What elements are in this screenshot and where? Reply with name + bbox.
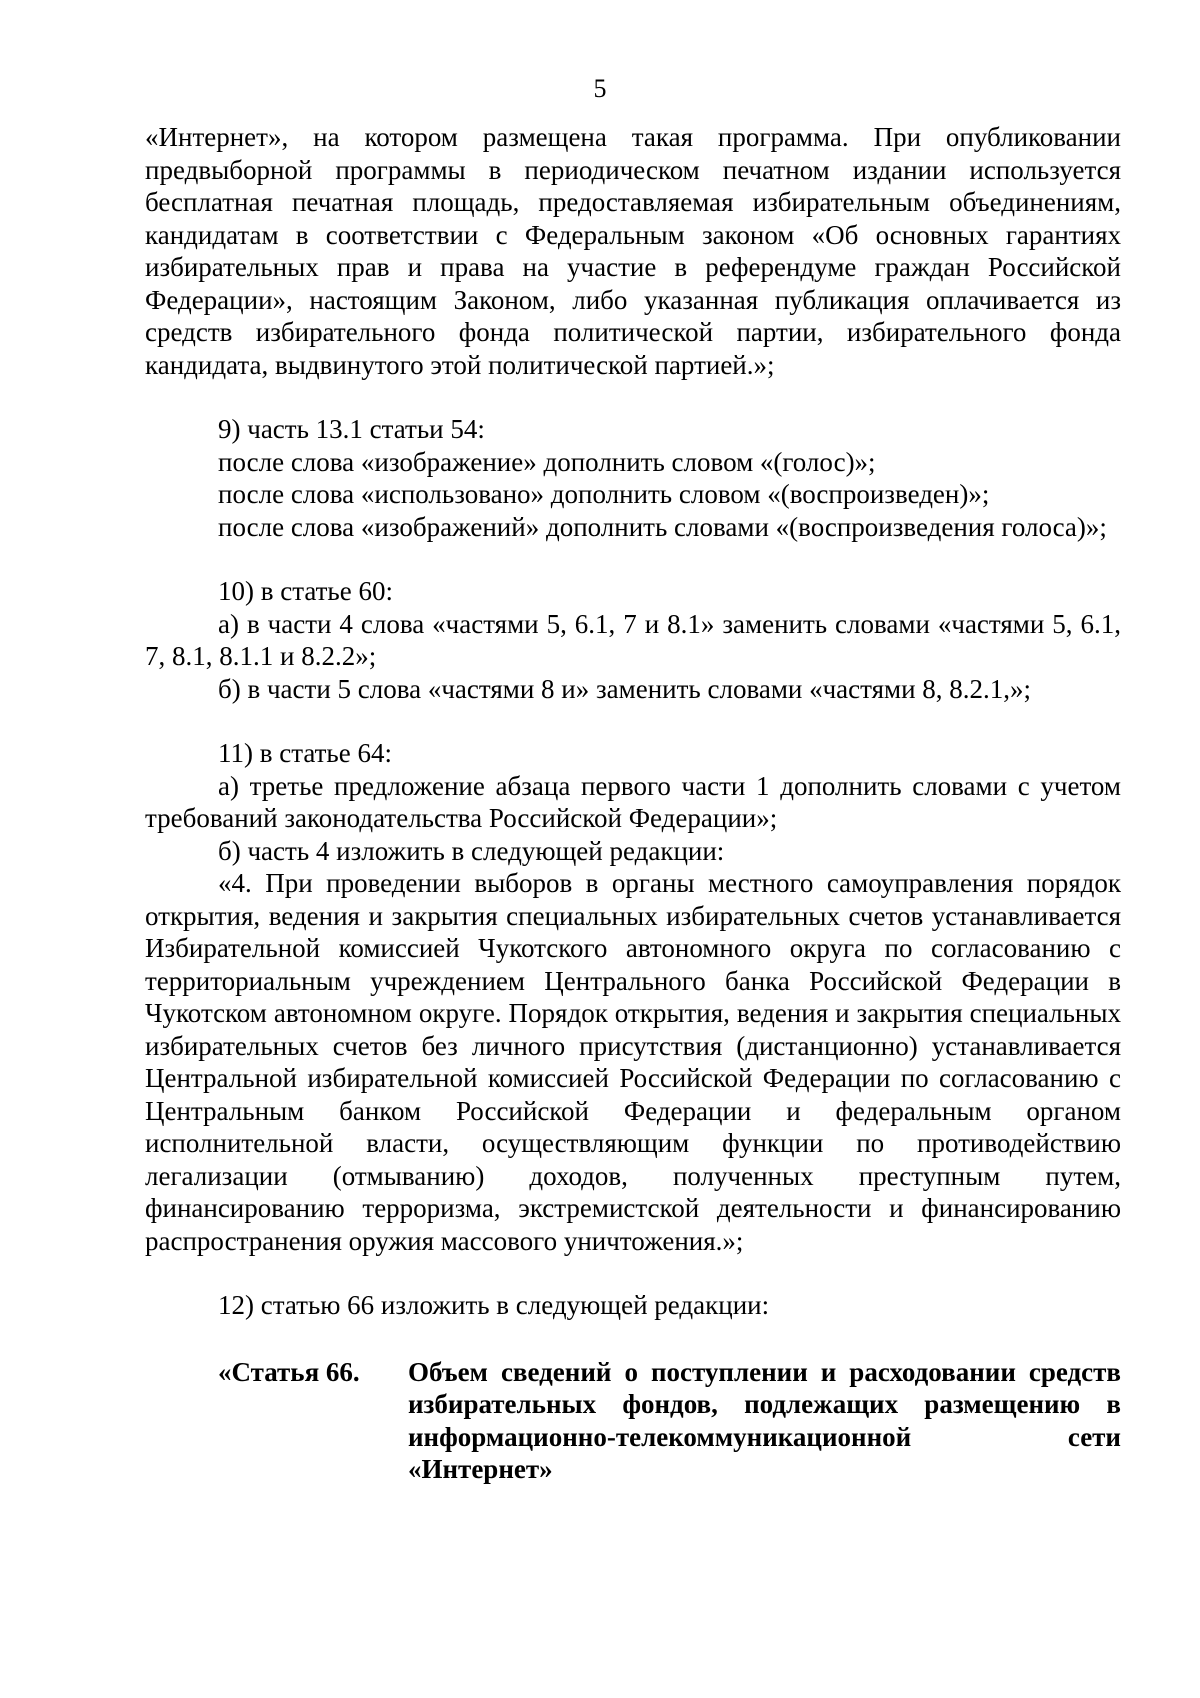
document-body	[145, 121, 1121, 1486]
spacer	[145, 1257, 1121, 1289]
list-item-11-a: а) третье предложение абзаца первого части 1 дополнить словами с учетом требований законодательства Российской Федерации»;	[145, 770, 1121, 833]
spacer	[145, 705, 1121, 737]
spacer	[145, 543, 1121, 575]
list-item-11-b: б) часть 4 изложить в следующей редакции:	[218, 835, 725, 866]
list-item-11-quote: «4. При проведении выборов в органы местного самоуправления порядок открытия, ведения и закрытия специальных избирательных счетов устанавливается Избирательной комиссией Чукотского автономного округа по согласованию с территориальным учреждением Центрального банка Российской Федерации в Чукотском автономном округе. Порядок открытия, ведения и закрытия специальных избирательных счетов без личного присутствия (дистанционно) устанавливается Центральной избирательной комиссией Российской Федерации по согласованию с Центральным банком Российской Федерации и федеральным органом исполнительной власти, осуществляющим функции по противодействию легализации (отмыванию) доходов, полученных преступным путем, финансированию терроризма, экстремистской деятельности и финансированию распространения оружия массового уничтожения.»;	[145, 868, 1121, 1256]
list-item-9: 9) часть 13.1 статьи 54:	[218, 414, 485, 444]
article-number: «Статья 66.	[218, 1356, 360, 1387]
list-item-12: 12) статью 66 изложить в следующей редакции:	[218, 1290, 770, 1320]
list-item-9-line-1: после слова «изображение» дополнить словом «(голос)»;	[218, 446, 876, 477]
article-heading	[145, 1356, 1121, 1486]
list-item-10-a: а) в части 4 слова «частями 5, 6.1, 7 и 8.1» заменить словами «частями 5, 6.1, 7, 8.1, 8.1.1 и 8.2.2»;	[145, 608, 1121, 671]
list-item-11: 11) в статье 64:	[218, 738, 392, 768]
list-item-9-line-3: после слова «изображений» дополнить словами «(воспроизведения голоса)»;	[218, 511, 1107, 542]
paragraph-continuation: «Интернет», на котором размещена такая программа. При опубликовании предвыборной программы в периодическом печатном издании используется бесплатная печатная площадь, предоставляемая избирательным объединениям, кандидатам в соответствии с Федеральным законом «Об основных гарантиях избирательных прав и права на участие в референдуме граждан Российской Федерации», настоящим Законом, либо указанная публикация оплачивается из средств избирательного фонда политической партии, избирательного фонда кандидата, выдвинутого этой политической партией.»;	[145, 122, 1121, 380]
page-number: 5	[593, 74, 607, 103]
list-item-9-line-2: после слова «использовано» дополнить словом «(воспроизведен)»;	[218, 479, 990, 509]
list-item-10-b: б) в части 5 слова «частями 8 и» заменить словами «частями 8, 8.2.1,»;	[218, 673, 1032, 704]
article-title: Объем сведений о поступлении и расходовании средств избирательных фондов, подлежащих размещению в информационно-телекоммуникационной сети «Интернет»	[408, 1356, 1121, 1484]
spacer	[145, 381, 1121, 413]
list-item-10: 10) в статье 60:	[218, 576, 393, 606]
spacer	[145, 1322, 1121, 1352]
